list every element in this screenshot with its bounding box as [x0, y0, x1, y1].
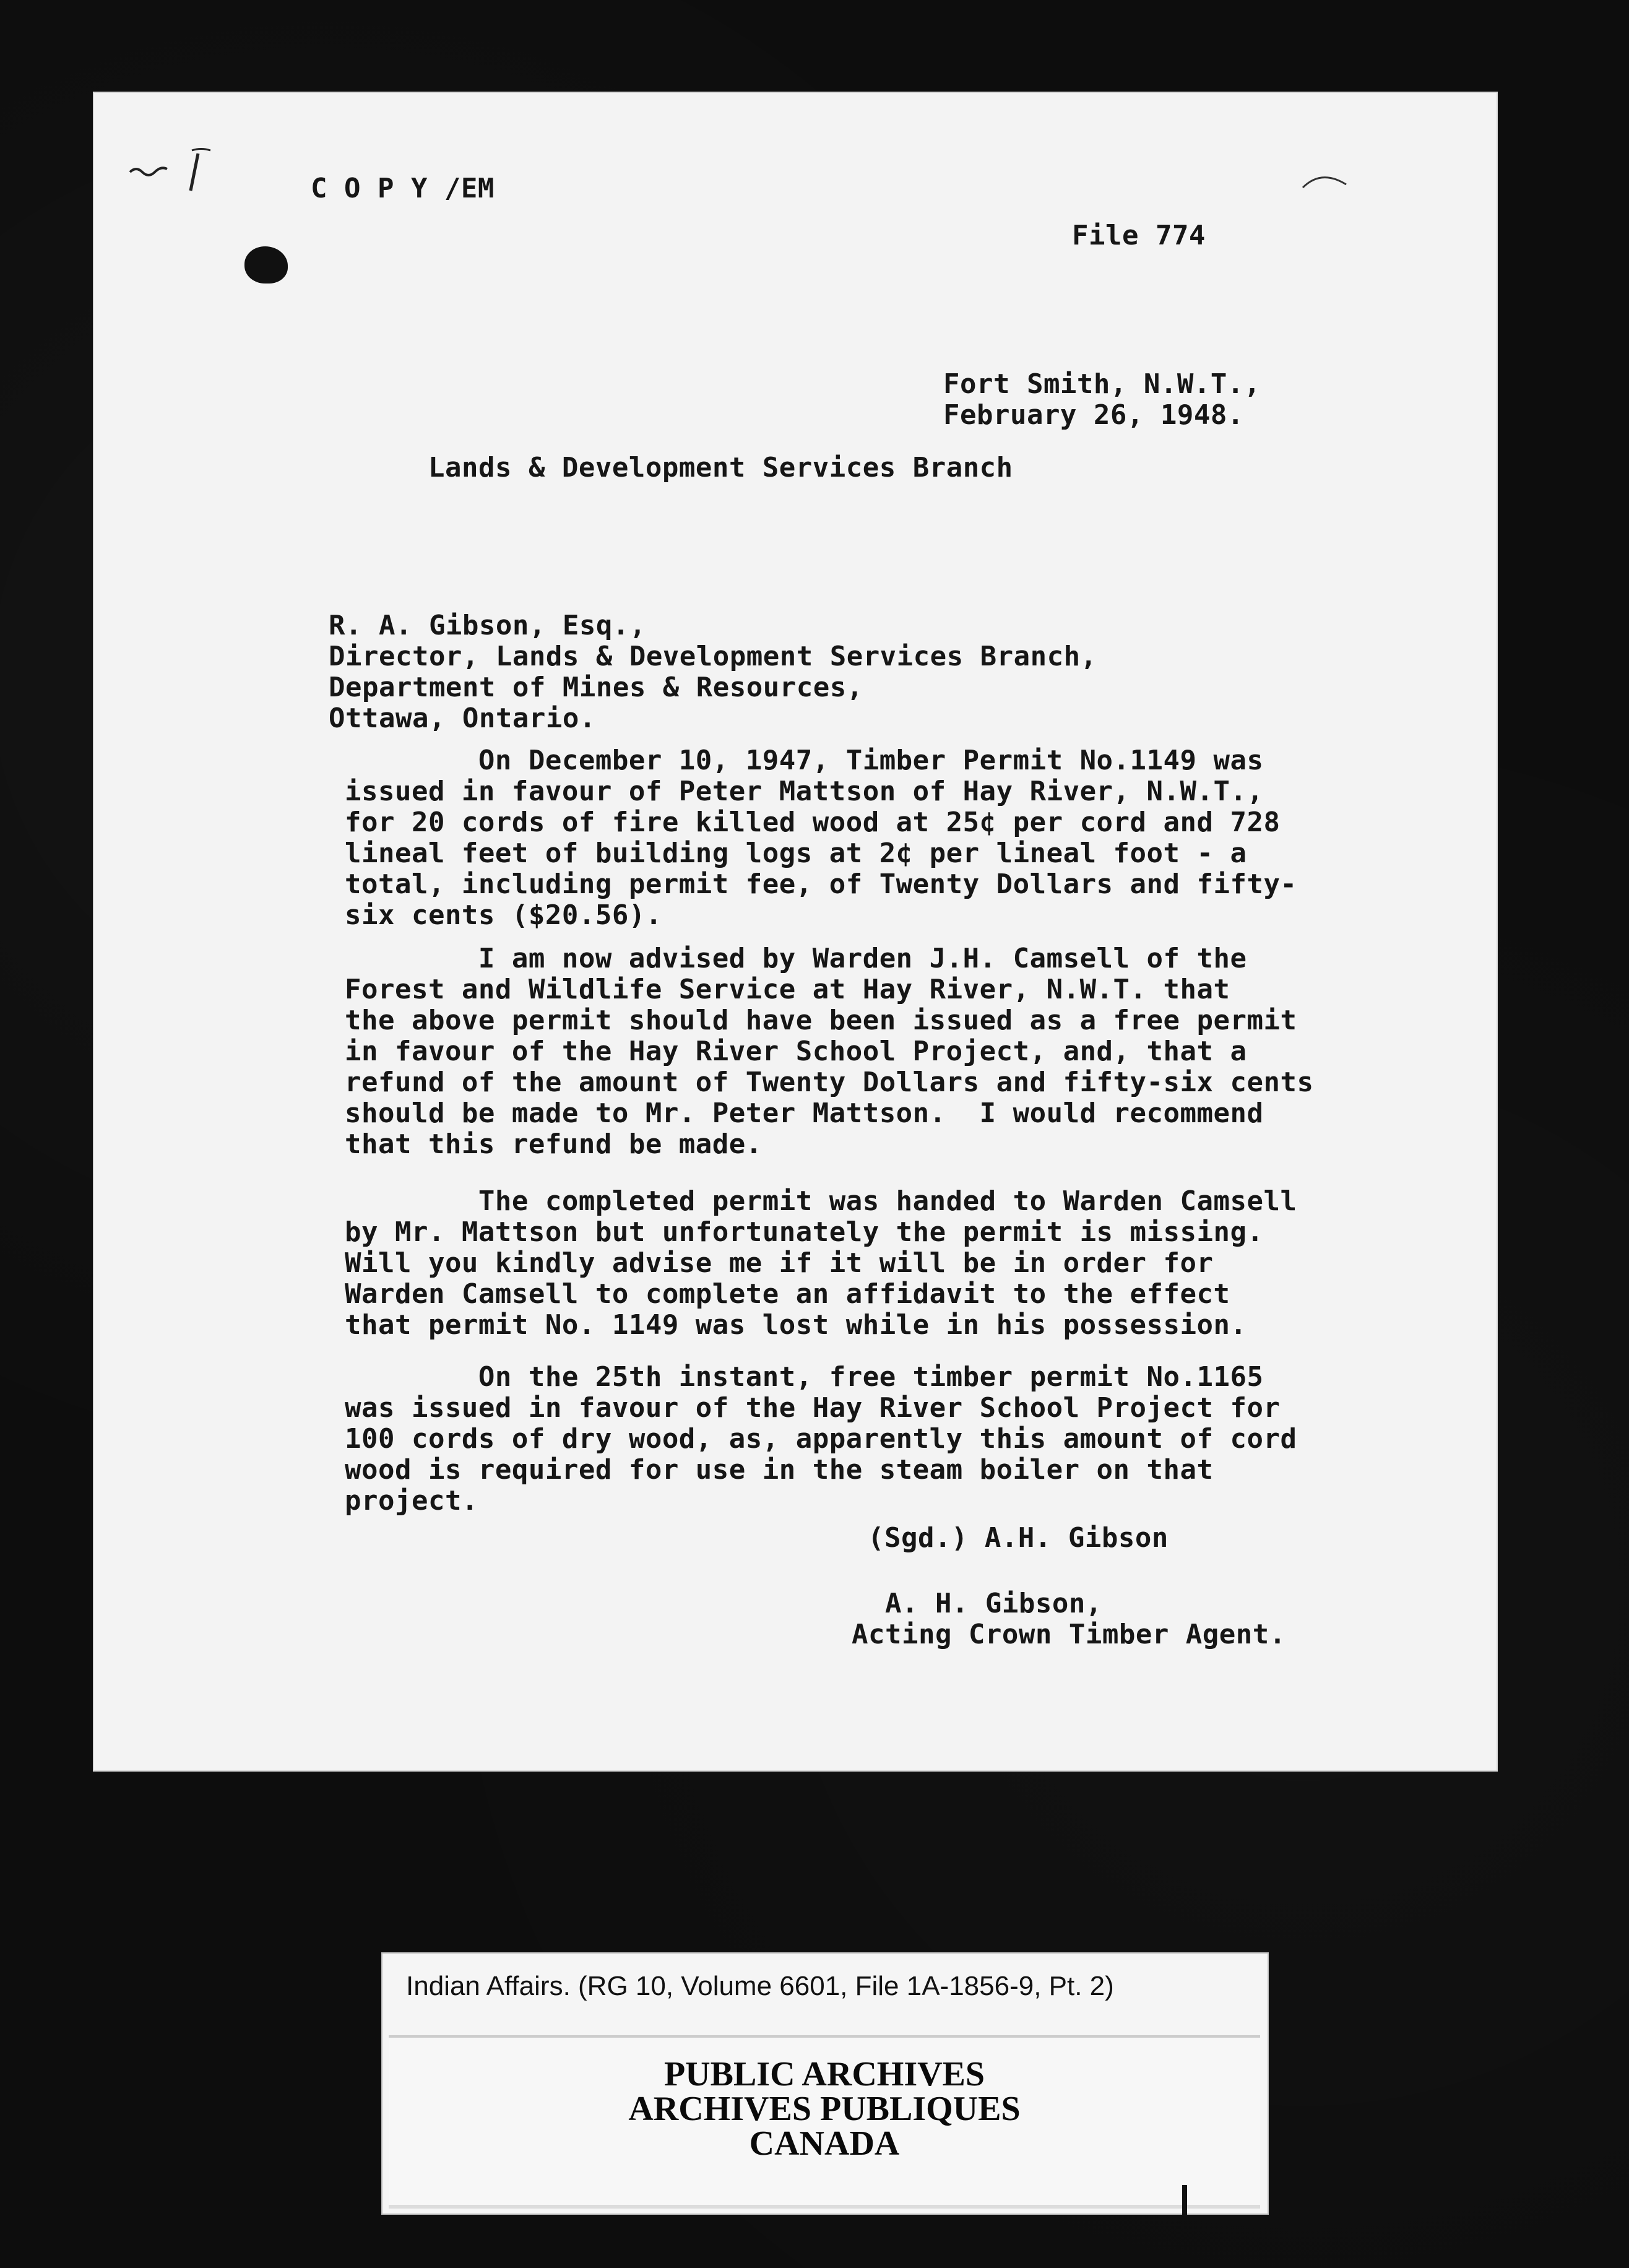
archive-caption-label — [381, 1952, 1269, 2215]
recipient-address: R. A. Gibson, Esq., Director, Lands & Development Services Branch, Department of Mines & Resources, Ottawa, Ontario. — [329, 610, 1097, 734]
archive-citation: Indian Affairs. (RG 10, Volume 6601, File 1A-1856-9, Pt. 2) — [406, 1971, 1114, 2001]
body-paragraph: I am now advised by Warden J.H. Camsell of the Forest and Wildlife Service at Hay River, N.W.T. that the above permit should have been issued as a free permit in favour of the Hay River School Project, and, that a refund of the amount of Twenty Dollars and fifty-six cents should be made to Mr. Peter Mattson. I would recommend that this refund be made. — [345, 943, 1314, 1160]
body-paragraph: The completed permit was handed to Warden Camsell by Mr. Mattson but unfortunately the permit is missing. Will you kindly advise me if it will be in order for Warden Camsell to complete an affidavit to the effect that permit No. 1149 was lost while in his possession. — [345, 1185, 1297, 1341]
file-number: File 774 — [1072, 220, 1206, 251]
stamp-line: PUBLIC ARCHIVES — [663, 2055, 985, 2093]
signature-line: (Sgd.) A.H. Gibson — [868, 1522, 1169, 1554]
branch-heading: Lands & Development Services Branch — [428, 452, 1013, 483]
pin-mark — [1182, 2185, 1187, 2216]
archives-stamp — [389, 2036, 1260, 2205]
ink-blot — [244, 246, 288, 284]
handwritten-scribble — [124, 135, 248, 197]
stamp-line: CANADA — [749, 2124, 900, 2163]
body-paragraph: On the 25th instant, free timber permit No.1165 was issued in favour of the Hay River School Project for 100 cords of dry wood, as, apparently this amount of cord wood is required for use in the steam boiler on that project. — [345, 1361, 1297, 1517]
stamp-line: ARCHIVES PUBLIQUES — [628, 2090, 1021, 2128]
pencil-mark — [1300, 172, 1349, 191]
body-paragraph: On December 10, 1947, Timber Permit No.1149 was issued in favour of Peter Mattson of Hay River, N.W.T., for 20 cords of fire killed wood at 25¢ per cord and 728 lineal feet of building logs at 2¢ per lineal foot - a total, including permit fee, of Twenty Dollars and fifty- six cents ($20.56). — [345, 745, 1297, 931]
signature-block: A. H. Gibson, Acting Crown Timber Agent. — [852, 1588, 1286, 1650]
letter-page — [93, 92, 1498, 1772]
place-and-date: Fort Smith, N.W.T., February 26, 1948. — [943, 368, 1261, 431]
copy-mark: C O P Y /EM — [311, 173, 495, 204]
